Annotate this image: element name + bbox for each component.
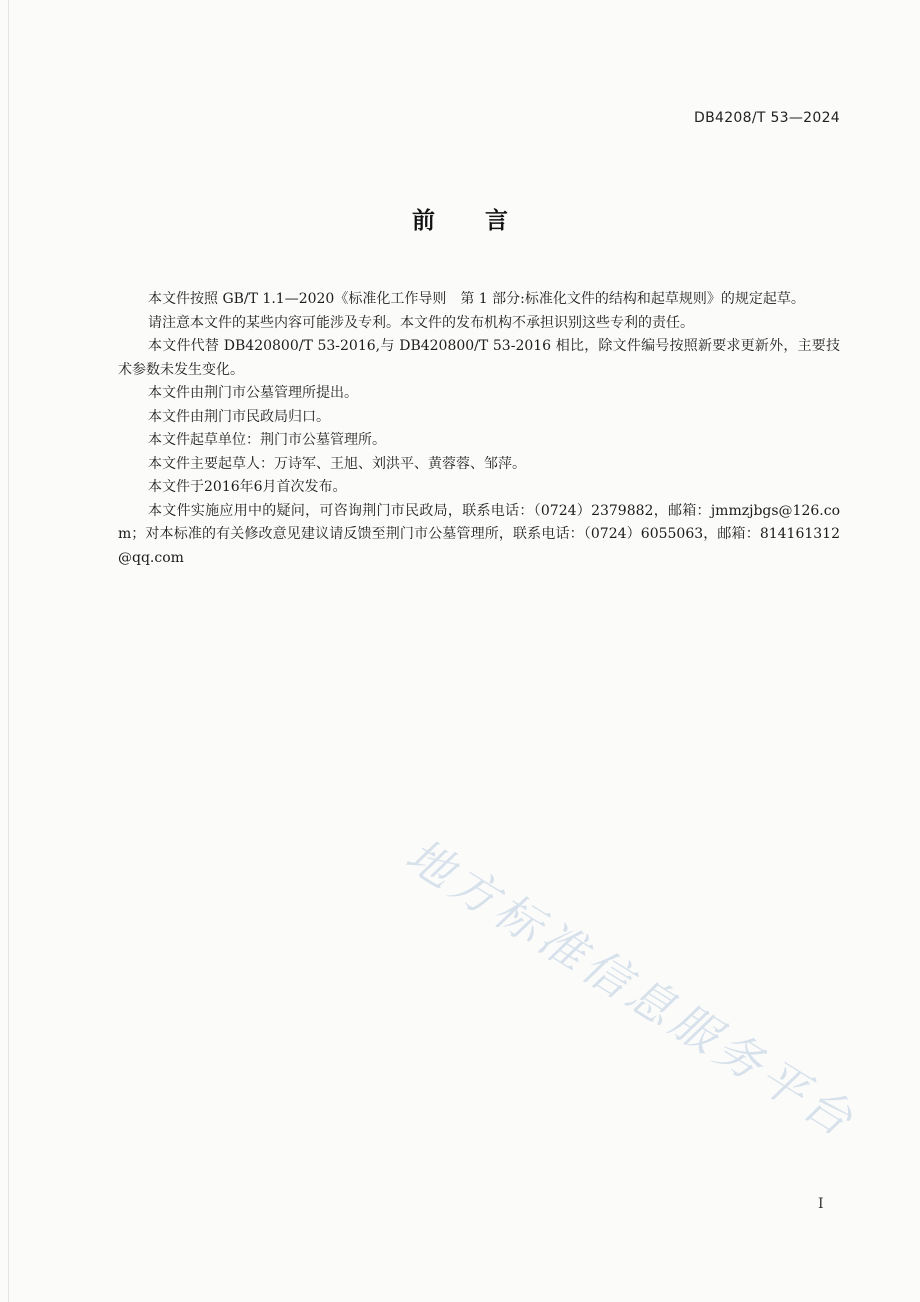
paragraph-first-release: 本文件于2016年6月首次发布。 bbox=[148, 479, 347, 495]
document-code: DB4208/T 53—2024 bbox=[694, 110, 840, 126]
paragraph-authority: 本文件由荆门市民政局归口。 bbox=[148, 408, 330, 425]
paragraph-contact: 本文件实施应用中的疑问，可咨询荆门市民政局，联系电话：（0724）2379882，邮箱：jmmzjbgs@126.com；对本标准的有关修改意见建议请反馈至荆门市公墓管理所，联系电话：（0724）6055063，邮箱：814161312@qq.com bbox=[118, 502, 840, 566]
paragraph-drafting-rules: 本文件按照 GB/T 1.1—2020《标准化工作导则 第 1 部分:标准化文件的结构和起草规则》的规定起草。 bbox=[148, 291, 805, 307]
title-char-2: 言 bbox=[485, 208, 508, 234]
paragraph-proposer: 本文件由荆门市公墓管理所提出。 bbox=[148, 385, 358, 401]
paragraph-drafters: 本文件主要起草人：万诗军、王旭、刘洪平、黄蓉蓉、邹萍。 bbox=[148, 455, 526, 472]
watermark-text: 地方标准信息服务平台 bbox=[396, 827, 867, 1149]
title-char-1: 前 bbox=[412, 208, 435, 234]
page-title bbox=[0, 202, 920, 235]
page-number: I bbox=[818, 1196, 824, 1212]
page-edge-line bbox=[8, 0, 9, 1302]
paragraph-replacement: 本文件代替 DB420800/T 53-2016,与 DB420800/T 53-2016 相比，除文件编号按照新要求更新外，主要技术参数未发生变化。 bbox=[118, 338, 840, 378]
foreword-body bbox=[118, 288, 840, 570]
paragraph-patent-notice: 请注意本文件的某些内容可能涉及专利。本文件的发布机构不承担识别这些专利的责任。 bbox=[148, 314, 694, 331]
paragraph-drafting-unit: 本文件起草单位：荆门市公墓管理所。 bbox=[148, 432, 386, 448]
